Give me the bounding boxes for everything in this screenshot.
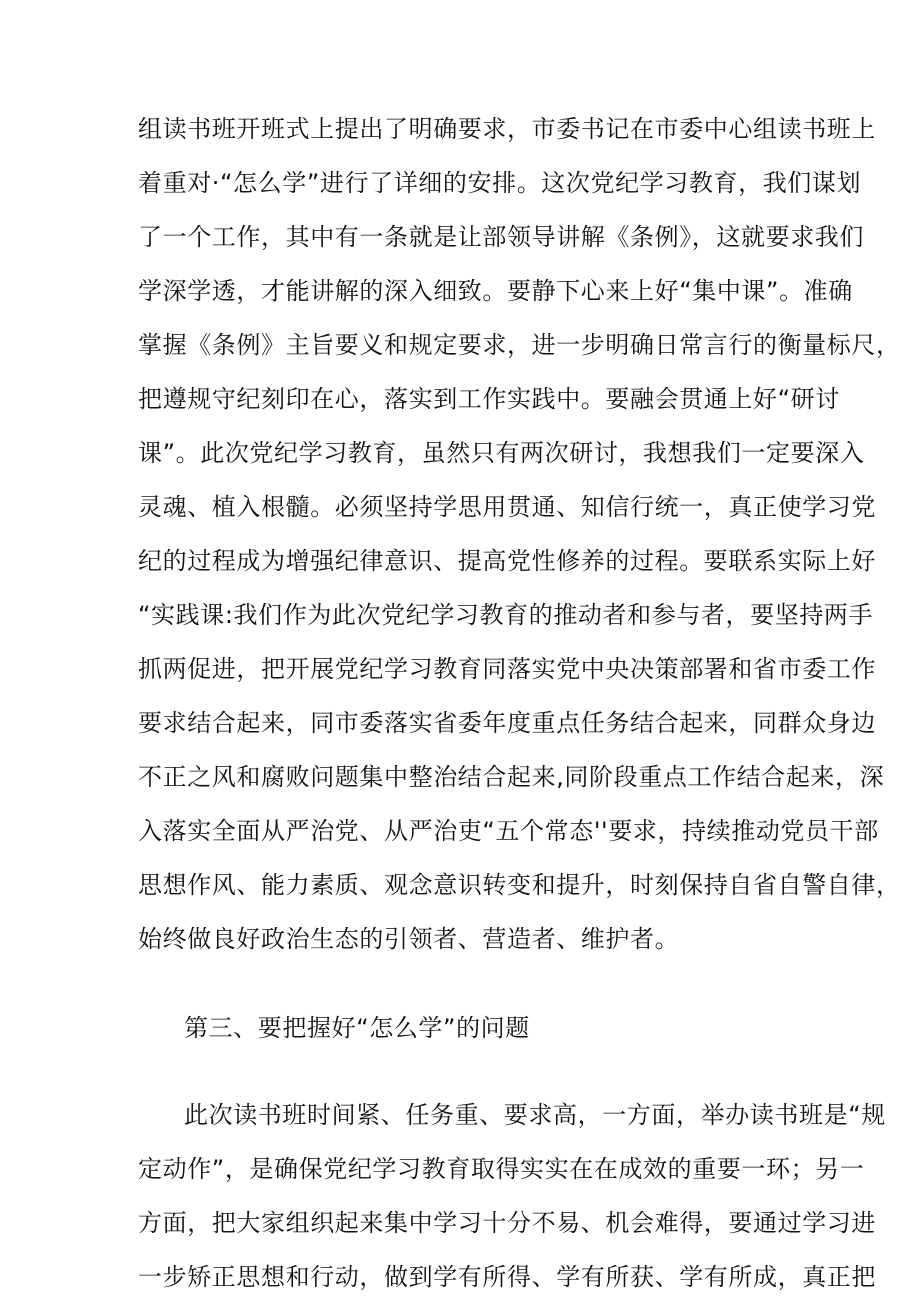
paragraph-line: 此次读书班时间紧、任务重、要求高，一方面，举办读书班是“规 [184,1101,886,1129]
paragraph-line: 抓两促进，把开展党纪学习教育同落实党中央决策部署和省市委工作 [138,655,876,683]
paragraph-line: 纪的过程成为增强纪律意识、提高党性修养的过程。要联系实际上好 [138,547,876,575]
paragraph-line: 入落实全面从严治党、从严治吏“五个常态''要求，持续推动党员干部 [138,817,879,845]
paragraph-line: 学深学透，才能讲解的深入细致。要静下心来上好“集中课”。准确 [138,277,853,305]
paragraph-line: 定动作”，是确保党纪学习教育取得实实在在成效的重要一环；另一 [138,1155,865,1183]
paragraph-line: 始终做良好政治生态的引领者、营造者、维护者。 [138,925,680,953]
paragraph-line: 了一个工作，其中有一条就是让部领导讲解《条例》，这就要求我们 [138,223,864,251]
paragraph-line: 课”。此次党纪学习教育，虽然只有两次研讨，我想我们一定要深入 [138,439,865,467]
section-heading: 第三、要把握好“怎么学”的问题 [184,1014,530,1042]
paragraph-line: “实践课:我们作为此次党纪学习教育的推动者和参与者，要坚持两手 [138,601,874,629]
paragraph-line: 组读书班开班式上提出了明确要求，市委书记在市委中心组读书班上 [138,115,876,143]
paragraph-line: 灵魂、植入根髓。必须坚持学思用贯通、知信行统一，真正使学习党 [138,493,876,521]
paragraph-line: 思想作风、能力素质、观念意识转变和提升，时刻保持自省自警自律， [138,871,901,899]
paragraph-line: 着重对·“怎么学”进行了详细的安排。这次党纪学习教育，我们谋划 [138,169,862,197]
paragraph-line: 一步矫正思想和行动，做到学有所得、学有所获、学有所成，真正把 [138,1263,876,1291]
paragraph-line: 要求结合起来，同市委落实省委年度重点任务结合起来，同群众身边 [138,709,876,737]
paragraph-line: 把遵规守纪刻印在心，落实到工作实践中。要融会贯通上好“研讨 [138,385,840,413]
paragraph-line: 不正之风和腐败问题集中整治结合起来,同阶段重点工作结合起来，深 [138,763,885,791]
paragraph-line: 掌握《条例》主旨要义和规定要求，进一步明确日常言行的衡量标尺， [138,331,901,359]
paragraph-line: 方面，把大家组织起来集中学习十分不易、机会难得，要通过学习进 [138,1209,876,1237]
